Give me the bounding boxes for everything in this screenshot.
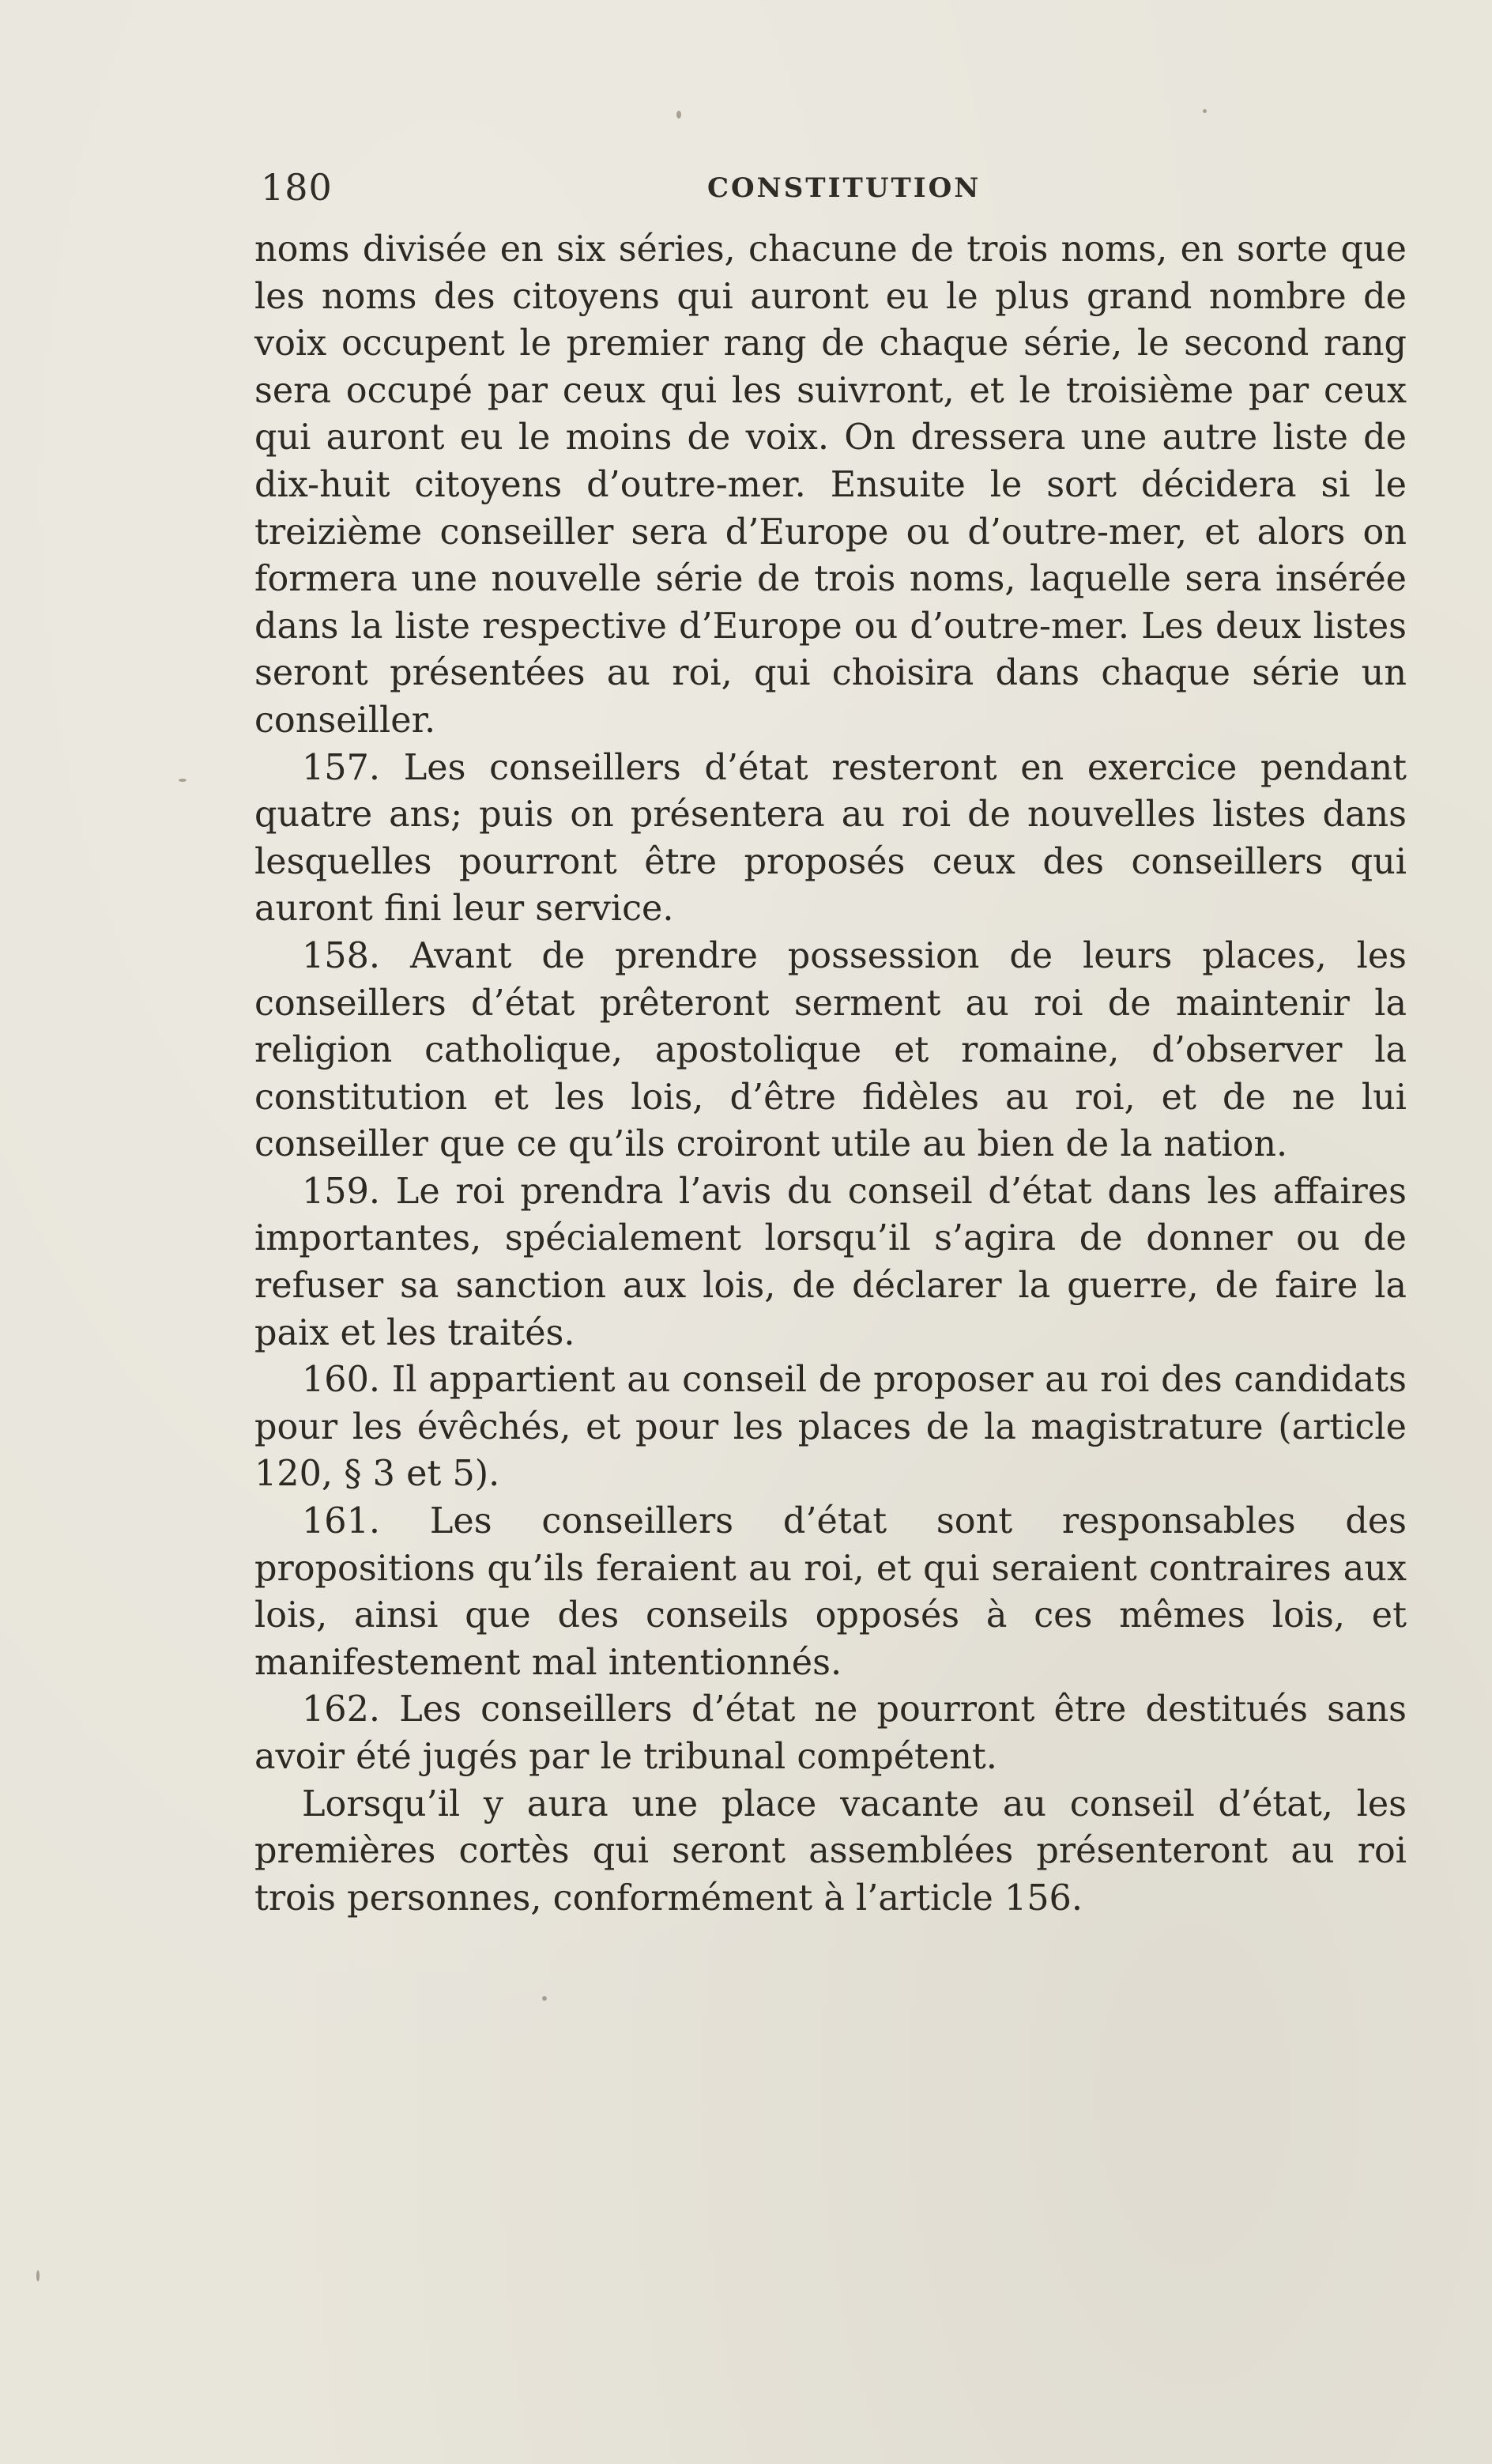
article-161: 161. Les conseillers d’état sont responsables des propositions qu’ils feraient au roi, et qui seraient contraires aux lois, ainsi que des conseils opposés à ces mêmes lois, et manifestement mal intentionnés. [254, 1501, 1407, 1683]
article-157: 157. Les conseillers d’état resteront en exercice pendant quatre ans; puis on présentera au roi de nouvelles listes dans lesquelles pourront être proposés ceux des conseillers qui auront fini leur service. [254, 747, 1407, 930]
paper-speck [36, 2270, 40, 2281]
article-159: 159. Le roi prendra l’avis du conseil d’état dans les affaires importantes, spécialement lorsqu’il s’agira de donner ou de refuser sa sanction aux lois, de déclarer la guerre, de faire la paix et les traités. [254, 1171, 1407, 1353]
paper-speck [676, 111, 681, 119]
article-162: 162. Les conseillers d’état ne pourront être destitués sans avoir été jugés par le tribunal compétent. [254, 1689, 1407, 1777]
article-158: 158. Avant de prendre possession de leurs places, les conseillers d’état prêteront serment au roi de maintenir la religion catholique, apostolique et romaine, d’observer la constitution et les lois, d’être fidèles au roi, et de ne lui conseiller que ce qu’ils croiront utile au bien de la nation. [254, 935, 1407, 1165]
article-160: 160. Il appartient au conseil de proposer au roi des candidats pour les évêchés, et pour les places de la magistrature (article 120, § 3 et 5). [254, 1360, 1407, 1495]
paper-speck [1203, 109, 1207, 113]
paper-speck [179, 779, 186, 782]
paper-speck [542, 1996, 547, 2001]
paragraph-continuation: noms divisée en six séries, chacune de trois noms, en sorte que les noms des citoyens qui auront eu le plus grand nombre de voix occupent le premier rang de chaque série, le second rang sera occupé par ceux qui les suivront, et le troisième par ceux qui auront eu le moins de voix. On dressera une autre liste de dix-huit citoyens d’outre-mer. Ensuite le sort décidera si le treizième conseiller sera d’Europe ou d’outre-mer, et alors on formera une nouvelle série de trois noms, laquelle sera insérée dans la liste respective d’Europe ou d’outre-mer. Les deux listes seront présentées au roi, qui choisira dans chaque série un conseiller. [254, 229, 1407, 741]
body-text [254, 226, 1407, 1922]
page-number: 180 [261, 166, 333, 209]
page-header [261, 166, 1407, 213]
article-162-continuation: Lorsqu’il y aura une place vacante au conseil d’état, les premières cortès qui seront assemblées présenteront au roi trois personnes, conformément à l’article 156. [254, 1783, 1407, 1919]
running-head: CONSTITUTION [707, 172, 981, 204]
